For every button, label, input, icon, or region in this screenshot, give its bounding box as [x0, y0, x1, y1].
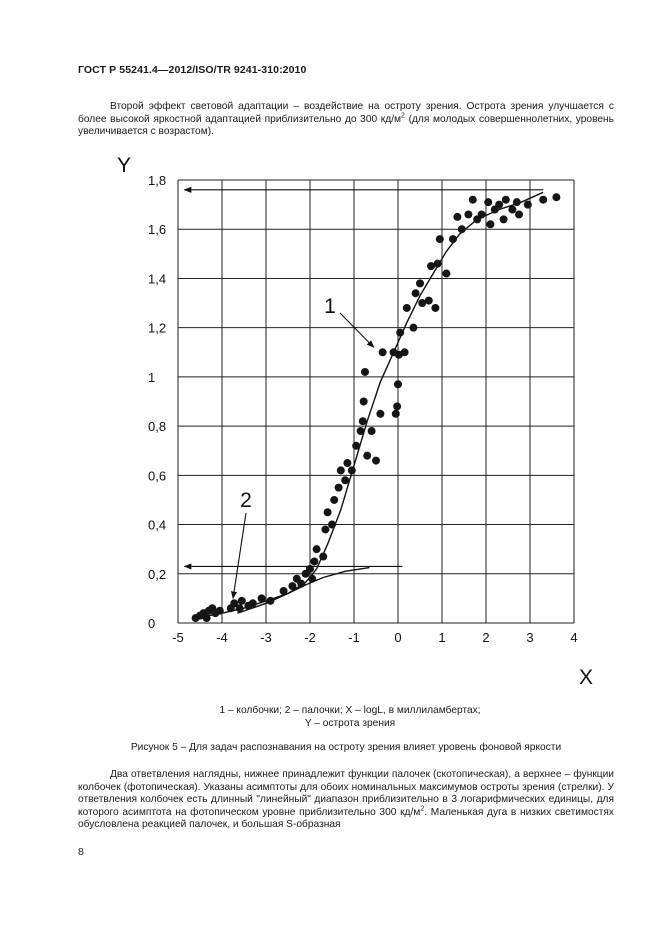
- body-text: Два ответвления наглядны, нижнее принадлежит функции палочек (скотопическая), а верхнее – функции колбочек (фотопическая). Указаны асимптоты для обоих номинальных максимумов остроты зрения (стрелки). У ответвления колбочек есть длинный "линейный" диапазон приблизительно в 3 логарифмических единицы, для которого асимптота на фотопическом уровне приблизительно 300 кд/м: [78, 769, 614, 818]
- y-tick-label: 1: [148, 369, 156, 385]
- data-point: [341, 476, 349, 484]
- data-point: [552, 193, 560, 201]
- x-tick-label: -5: [172, 630, 184, 645]
- data-point: [337, 466, 345, 474]
- data-point: [363, 452, 371, 460]
- data-point: [515, 210, 523, 218]
- data-point: [306, 565, 314, 573]
- data-point: [335, 484, 343, 492]
- data-point: [297, 580, 305, 588]
- y-tick-label: 0,4: [148, 517, 167, 533]
- y-tick-label: 0,6: [148, 468, 167, 484]
- data-point: [502, 196, 510, 204]
- chart-axes: [117, 154, 593, 689]
- annotation-arrow-1: [340, 313, 374, 347]
- data-point: [319, 553, 327, 561]
- body-paragraph: [78, 769, 614, 832]
- data-point: [376, 410, 384, 418]
- data-point: [324, 508, 332, 516]
- fit-curve-2: [237, 192, 543, 613]
- y-tick-label: 1,2: [148, 320, 167, 336]
- intro-text-end: (для молодых совершеннолетних, уровень увеличивается с возрастом).: [78, 113, 614, 138]
- data-point: [249, 599, 257, 607]
- data-point: [288, 582, 296, 590]
- data-point: [396, 329, 404, 337]
- data-point: [524, 201, 532, 209]
- x-tick-label: 2: [482, 630, 490, 645]
- data-point: [449, 235, 457, 243]
- data-point: [313, 545, 321, 553]
- data-point: [359, 417, 367, 425]
- data-point: [478, 210, 486, 218]
- data-point: [330, 496, 338, 504]
- y-tick-label: 0,8: [148, 419, 167, 435]
- data-point: [280, 587, 288, 595]
- data-point: [238, 597, 246, 605]
- y-tick-label: 1,4: [148, 271, 167, 287]
- figure-legend: [140, 705, 560, 730]
- legend-line-1: 1 – колбочки; 2 – палочки; X – logL, в миллиламбертах;: [219, 705, 481, 716]
- intro-superscript: 2: [401, 112, 405, 120]
- chart-grid: [178, 180, 574, 623]
- y-tick-label: 0: [148, 616, 156, 631]
- data-point: [216, 607, 224, 615]
- data-point: [458, 225, 466, 233]
- data-point: [469, 196, 477, 204]
- data-point: [361, 368, 369, 376]
- data-point: [379, 348, 387, 356]
- data-point: [392, 410, 400, 418]
- data-point: [348, 466, 356, 474]
- y-tick-label: 1,6: [148, 222, 167, 238]
- data-point: [357, 427, 365, 435]
- data-point: [203, 614, 211, 622]
- data-point: [500, 215, 508, 223]
- page-header: ГОСТ Р 55241.4—2012/ISO/TR 9241-310:2010: [78, 64, 307, 76]
- x-tick-label: -3: [260, 630, 272, 645]
- data-point: [436, 235, 444, 243]
- data-point: [412, 289, 420, 297]
- y-axis-label: Y: [116, 154, 132, 177]
- data-point: [431, 304, 439, 312]
- page-number: 8: [78, 846, 84, 858]
- data-point: [308, 575, 316, 583]
- data-point: [464, 210, 472, 218]
- body-text-end: . Маленькая дуга в низких светимостях обусловлена реакцией палочек, и большая S-образная: [78, 806, 614, 831]
- data-point: [343, 459, 351, 467]
- x-tick-label: -1: [348, 630, 360, 645]
- data-points: [192, 193, 561, 622]
- data-point: [393, 402, 401, 410]
- data-point: [495, 201, 503, 209]
- annotation-arrow-2: [233, 513, 246, 598]
- data-point: [368, 427, 376, 435]
- data-point: [486, 220, 494, 228]
- y-tick-label: 1,8: [148, 173, 167, 188]
- data-point: [372, 457, 380, 465]
- x-axis-label: X: [578, 666, 594, 689]
- x-tick-label: -4: [216, 630, 228, 645]
- x-tick-label: 0: [394, 630, 402, 645]
- data-point: [258, 594, 266, 602]
- data-point: [403, 304, 411, 312]
- data-point: [442, 270, 450, 278]
- data-point: [508, 206, 516, 214]
- data-point: [539, 196, 547, 204]
- x-tick-label: 3: [526, 630, 534, 645]
- data-point: [310, 557, 318, 565]
- data-point: [416, 279, 424, 287]
- data-point: [453, 213, 461, 221]
- data-point: [409, 324, 417, 332]
- figure-caption: Рисунок 5 – Для задач распознавания на остроту зрения влияет уровень фоновой яркости: [130, 742, 562, 753]
- data-point: [425, 297, 433, 305]
- annotation-label-2: 2: [240, 489, 252, 512]
- annotation-label-1: 1: [324, 295, 336, 318]
- data-point: [321, 525, 329, 533]
- x-tick-label: 1: [438, 630, 446, 645]
- data-point: [328, 521, 336, 529]
- data-point: [434, 260, 442, 268]
- y-tick-label: 0,2: [148, 566, 167, 582]
- intro-text: Второй эффект световой адаптации – воздействие на остроту зрения. Острота зрения улучшается с более высокой яркостной адаптацией приблизительно до 300 кд/м: [78, 101, 614, 125]
- x-tick-label: -2: [304, 630, 316, 645]
- data-point: [360, 398, 368, 406]
- data-point: [401, 348, 409, 356]
- body-superscript: 2: [420, 805, 425, 813]
- data-point: [513, 198, 521, 206]
- data-point: [394, 380, 402, 388]
- x-tick-label: 4: [570, 630, 578, 645]
- data-point: [352, 442, 360, 450]
- data-point: [266, 597, 274, 605]
- legend-line-2: Y – острота зрения: [304, 717, 396, 729]
- data-point: [484, 198, 492, 206]
- data-point: [236, 604, 244, 612]
